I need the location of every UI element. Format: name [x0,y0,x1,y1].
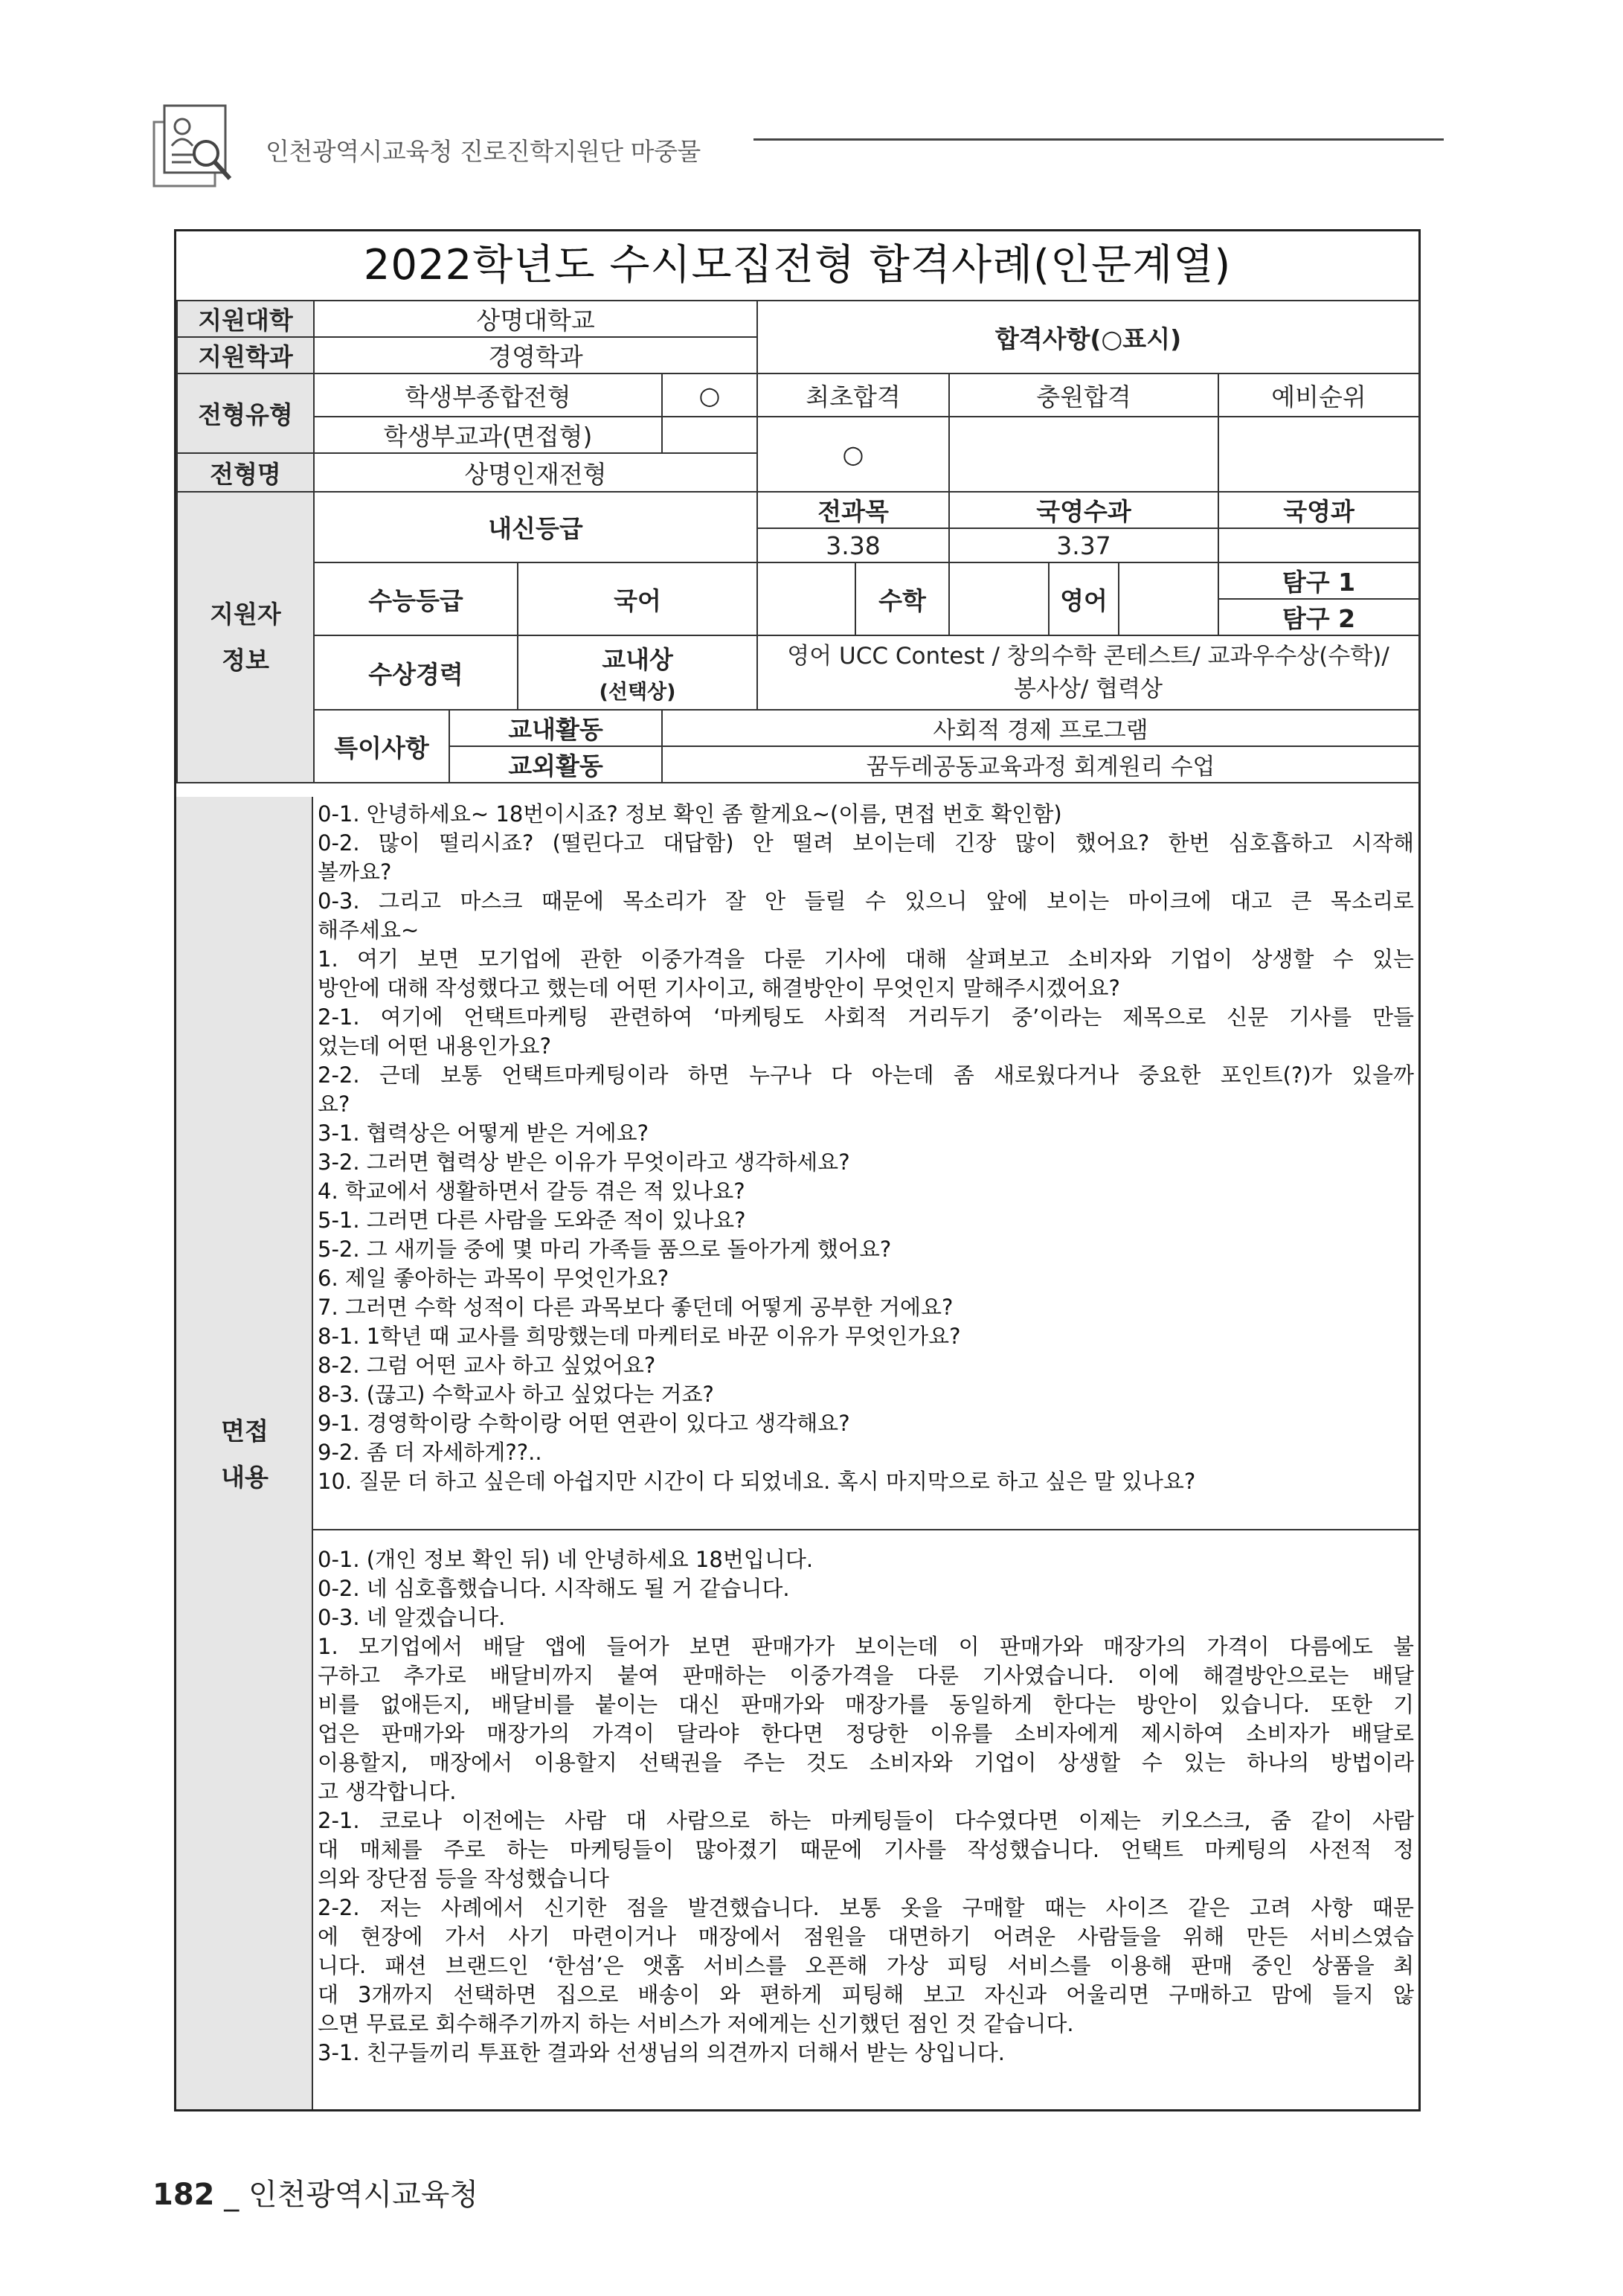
question-line: 0-1. 안녕하세요~ 18번이시죠? 정보 확인 좀 할게요~(이름, 면접 번호 확인함) [318,801,1062,827]
question-line: 5-2. 그 새끼들 중에 몇 마리 가족들 품으로 돌아가게 했어요? [318,1237,892,1262]
header-divider [753,138,1444,141]
document-search-icon [152,104,234,187]
question-line: 0-2. 많이 떨리시죠? (떨린다고 대답함) 안 떨려 보이는데 긴장 많이 했어요? 한번 심호흡하고 시작해 [318,830,1414,856]
footer-separator: _ [214,2178,248,2212]
answer-line: 업은 판매가와 매장가의 가격이 달라야 한다면 정당한 이유를 소비자에게 제시하여 소비자가 배달로 [318,1721,1414,1746]
answer-line: 0-2. 네 심호흡했습니다. 시작해도 될 거 같습니다. [318,1576,790,1601]
header-title: 인천광역시교육청 진로진학지원단 마중물 [266,137,701,166]
answer-line: 3-1. 친구들끼리 투표한 결과와 선생님의 의견까지 더해서 받는 상입니다. [318,2040,1005,2065]
awards-value [757,635,1419,710]
question-line: 4. 학교에서 생활하면서 갈등 겪은 적 있나요? [318,1179,745,1204]
interview-answers [313,1530,1418,2109]
csat-label: 수능등급 [314,562,518,635]
korean-value [757,562,855,635]
admission-type-1: 학생부종합전형 [314,373,662,417]
interview-label [176,1408,313,1501]
gpa-kem-s-label: 국영수과 [949,492,1218,528]
awards-school-label [518,635,757,710]
answer-line: 고 생각합니다. [318,1779,457,1804]
gpa-label: 내신등급 [314,492,757,562]
question-line: 0-3. 그리고 마스크 때문에 목소리가 잘 안 들릴 수 있으니 앞에 보이는 마이크에 대고 큰 목소리로 [318,888,1414,914]
result-additional-mark [949,417,1218,492]
answer-line: 1. 모기업에서 배달 앱에 들어가 보면 판매가가 보이는데 이 판매가와 매장가의 가격이 다름에도 불 [318,1634,1414,1659]
in-school-label: 교내활동 [449,710,662,746]
answer-line: 의와 장단점 등을 작성했습니다 [318,1866,609,1891]
page-header [152,104,1447,193]
gpa-kem-s-value: 3.37 [949,528,1218,562]
page-number: 182 [152,2178,215,2212]
answer-line: 대 3개까지 선택하면 집으로 배송이 와 편하게 피팅해 보고 자신과 어울리면 구매하고 맘에 들지 않 [318,1982,1414,2007]
gpa-kem-so-label: 국영과 [1218,492,1419,528]
applicant-info-label: 지원자 정보 [177,492,314,783]
admission-type-2: 학생부교과(면접형) [314,417,662,453]
answer-line: 비를 없애든지, 배달비를 붙이는 대신 판매가와 매장가를 동일하게 한다는 방안이 있습니다. 또한 기 [318,1692,1414,1717]
question-line: 해주세요~ [318,917,420,943]
question-line: 8-2. 그럼 어떤 교사 하고 싶었어요? [318,1353,656,1378]
result-first-mark: ○ [757,417,949,492]
in-school-value: 사회적 경제 프로그램 [662,710,1419,746]
gpa-all-value: 3.38 [757,528,949,562]
inquiry2-label: 탐구 2 [1218,599,1419,635]
question-line: 9-2. 좀 더 자세하게??.. [318,1440,542,1465]
answer-line: 0-1. (개인 정보 확인 뒤) 네 안녕하세요 18번입니다. [318,1547,814,1572]
question-line: 8-3. (끊고) 수학교사 하고 싶었다는 거죠? [318,1382,714,1407]
question-line: 8-1. 1학년 때 교사를 희망했는데 마케터로 바꾼 이유가 무엇인가요? [318,1324,961,1349]
question-line: 방안에 대해 작성했다고 했는데 어떤 기사이고, 해결방안이 무엇인지 말해주시겠어요? [318,975,1120,1001]
question-line: 5-1. 그러면 다른 사람을 도와준 적이 있나요? [318,1208,746,1233]
special-label: 특이사항 [314,710,449,783]
university-label: 지원대학 [177,301,314,337]
interview-label-line-1: 면접 [221,1417,269,1446]
question-line: 6. 제일 좋아하는 과목이 무엇인가요? [318,1266,669,1291]
question-line: 9-1. 경영학이랑 수학이랑 어떤 연관이 있다고 생각해요? [318,1411,850,1436]
english-value [1119,562,1218,635]
answer-line: 0-3. 네 알겠습니다. [318,1605,506,1630]
question-line: 2-2. 근데 보통 언택트마케팅이라 하면 누구나 다 아는데 좀 새로웠다거나 중요한 포인트(?)가 있을까 [318,1062,1414,1088]
footer-org: 인천광역시교육청 [248,2178,479,2212]
interview-label-line-2: 내용 [221,1463,269,1492]
result-additional-label: 충원합격 [949,373,1218,417]
math-label: 수학 [855,562,949,635]
applicant-info-table [176,300,1420,783]
admission-type-label: 전형유형 [177,373,314,453]
gpa-all-label: 전과목 [757,492,949,528]
interview-section [176,797,1418,2109]
question-line: 볼까요? [318,859,392,885]
result-waitlist-label: 예비순위 [1218,373,1419,417]
admission-type-2-mark [662,417,757,453]
answer-line: 2-1. 코로나 이전에는 사람 대 사람으로 하는 마케팅들이 다수였다면 이제는 키오스크, 줌 같이 사람 [318,1808,1414,1833]
gpa-kem-so-value [1218,528,1419,562]
answer-line: 2-2. 저는 사례에서 신기한 점을 발견했습니다. 보통 옷을 구매할 때는 사이즈 같은 고려 사항 때문 [318,1895,1414,1920]
awards-line-2: 봉사상/ 협력상 [1014,676,1163,702]
question-line: 1. 여기 보면 모기업에 관한 이중가격을 다룬 기사에 대해 살펴보고 소비자와 기업이 상생할 수 있는 [318,946,1414,972]
admission-name-label: 전형명 [177,453,314,492]
awards-line-1: 영어 UCC Contest / 창의수학 콘테스트/ 교과우수상(수학)/ [787,643,1389,670]
interview-label-cell [176,797,313,2109]
admission-case-frame [174,229,1421,2111]
department-label: 지원학과 [177,337,314,373]
english-label: 영어 [1049,562,1119,635]
korean-label: 국어 [518,562,757,635]
awards-school-text: 교내상 [602,645,673,674]
university-value: 상명대학교 [314,301,757,337]
admission-name-value: 상명인재전형 [314,453,757,492]
awards-selected-text: (선택상) [599,681,676,704]
department-value: 경영학과 [314,337,757,373]
inquiry1-label: 탐구 1 [1218,562,1419,599]
question-line: 3-2. 그러면 협력상 받은 이유가 무엇이라고 생각하세요? [318,1149,850,1175]
document-title: 2022학년도 수시모집전형 합격사례(인문계열) [363,241,1232,289]
result-waitlist-mark [1218,417,1419,492]
answer-line: 에 현장에 가서 사기 마련이거나 매장에서 점원을 대면하기 어려운 사람들을 위해 만든 서비스였습 [318,1924,1414,1949]
admission-type-1-mark: ○ [662,373,757,417]
answer-line: 이용할지, 매장에서 이용할지 선택권을 주는 것도 소비자와 기업이 상생할 수 있는 하나의 방법이라 [318,1750,1414,1775]
question-line: 3-1. 협력상은 어떻게 받은 거에요? [318,1120,649,1146]
awards-label: 수상경력 [314,635,518,710]
question-line: 7. 그러면 수학 성적이 다른 과목보다 좋던데 어떻게 공부한 거에요? [318,1295,954,1320]
math-value [949,562,1049,635]
out-school-label: 교외활동 [449,746,662,783]
result-first-label: 최초합격 [757,373,949,417]
interview-questions [313,797,1418,1530]
question-line: 2-1. 여기에 언택트마케팅 관련하여 ‘마케팅도 사회적 거리두기 중’이라는 제목으로 신문 기사를 만들 [318,1004,1414,1030]
out-school-value: 꿈두레공동교육과정 회계원리 수업 [662,746,1419,783]
answer-line: 니다. 패션 브랜드인 ‘한섬’은 앳홈 서비스를 오픈해 가상 피팅 서비스를 이용해 판매 중인 상품을 최 [318,1953,1414,1978]
question-line: 었는데 어떤 내용인가요? [318,1033,551,1059]
question-line: 10. 질문 더 하고 싶은데 아쉽지만 시간이 다 되었네요. 혹시 마지막으로 하고 싶은 말 있나요? [318,1469,1196,1494]
answer-line: 구하고 추가로 배달비까지 붙여 판매하는 이중가격을 다룬 기사였습니다. 이에 해결방안으로는 배달 [318,1663,1414,1688]
result-header: 합격사항(○표시) [757,301,1419,373]
question-line: 요? [318,1091,350,1117]
page-footer [152,2171,478,2213]
answer-line: 으면 무료로 회수해주기까지 하는 서비스가 저에게는 신기했던 점인 것 같습니다. [318,2011,1074,2036]
answer-line: 대 매체를 주로 하는 마케팅들이 많아졌기 때문에 기사를 작성했습니다. 언택트 마케팅의 사전적 정 [318,1837,1414,1862]
